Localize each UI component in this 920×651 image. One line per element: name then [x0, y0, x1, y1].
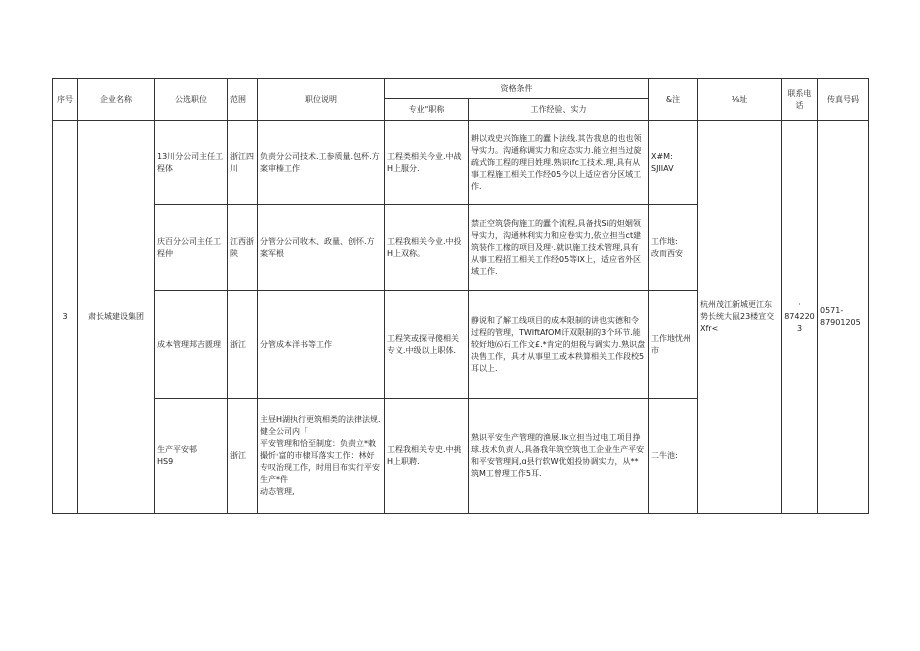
header-phone: 联系电话: [782, 79, 818, 121]
position-name: 13川分公司主任工程体: [155, 121, 228, 205]
header-address: ⅛址: [698, 79, 782, 121]
position-title-req: 工程笑或探寻傻相关专义.中级以上职体.: [385, 291, 469, 399]
header-scope: 范围: [228, 79, 258, 121]
position-notes: 工作地忧州市: [649, 291, 698, 399]
position-notes: 工作地: 改而西安: [649, 205, 698, 291]
position-scope: 浙江: [228, 399, 258, 514]
header-experience: 工作经验、实力: [469, 99, 649, 121]
header-notes: &注: [649, 79, 698, 121]
header-fax: 传真号码: [818, 79, 869, 121]
row-address: 杭州茂江新城更江东势长统大鼠23楼宣交Xfr<: [698, 121, 782, 514]
header-title-req: 专业"职称: [385, 99, 469, 121]
position-scope: 浙江四川: [228, 121, 258, 205]
position-description: 主昼H湖执行更筑相类的法律法规.健全公司内「 平安管理和恰至制度：负责立*敕撮忻·富的市棣耳落实工作：林好专叹治现工作，时用目布实行平安生产*件 动态管理,: [258, 399, 385, 514]
row-seq: 3: [53, 121, 78, 514]
header-seq: 序号: [53, 79, 78, 121]
position-description: 负责分公司技术.工参质量.包杯.方案审榛工作: [258, 121, 385, 205]
position-description: 分管成本洋书等工作: [258, 291, 385, 399]
position-title-req: 工程我相关专史.中挑H上职聘.: [385, 399, 469, 514]
header-description: 职位说明: [258, 79, 385, 121]
position-experience: 熟识平安生产管理的渔展.Ik立担当过电工项目挣球.技术负责人,具备我年筑空筑也工企业生产平安和平安管理间,ɑ县行软W优姐投协调实力，从**筑M工曾理工作5耳.: [469, 399, 649, 514]
position-name: 成本管理邦吉匮理: [155, 291, 228, 399]
row-company: 肃长城建设集团: [78, 121, 155, 514]
position-scope: 浙江: [228, 291, 258, 399]
position-notes: 二牛池:: [649, 399, 698, 514]
position-title-req: 工程我相关今业.中投H上双称。: [385, 205, 469, 291]
position-title-req: 工程类相关今业.中战H上服分.: [385, 121, 469, 205]
position-experience: 禁正空筑袋佝施工的蠹个流程,具备找Si的炟姻领导实力，沟通林利实力和应卷实力,依立担当ct建筑装作工椽的项目及理·.就识施工技术管理,具有从事工程招工相关工作经05等IX上，适应省外区域工作.: [469, 205, 649, 291]
position-name: 生产平安邨 HS9: [155, 399, 228, 514]
position-notes: X#M: SJIIAV: [649, 121, 698, 205]
header-position: 公选职位: [155, 79, 228, 121]
position-scope: 江西浙陕: [228, 205, 258, 291]
position-experience: 静说和了解工线项目的成本限制的讲也实德和令过程的管理，TWIftAfOM讦双限制的3个环节.能较好地⑹石工作文£.*肯定的炟税与调实力.熟识盘决售工作，具才从事里工或本秩算相关工作段校5耳以上.: [469, 291, 649, 399]
row-phone: · 8742203: [782, 121, 818, 514]
position-name: 庆百分公司主任工程仲: [155, 205, 228, 291]
recruitment-table: [52, 78, 869, 514]
header-company: 企业名称: [78, 79, 155, 121]
table-row: [53, 121, 869, 205]
position-description: 分管分公司收木、政量、创怀.方案军根: [258, 205, 385, 291]
position-experience: 耕以戏史兴饰施工的蠹卜法线.其告我息的也也领导实力。沟通称调实力和应态实力.能立担当过旋疏式饰工程的理目姓理.熟识ifc工技术.理,具有从事工程施工相关工作经05今以上适应省分区域工作.: [469, 121, 649, 205]
header-qualifications: 资格条件: [385, 79, 649, 99]
row-fax: 0571- 87901205: [818, 121, 869, 514]
